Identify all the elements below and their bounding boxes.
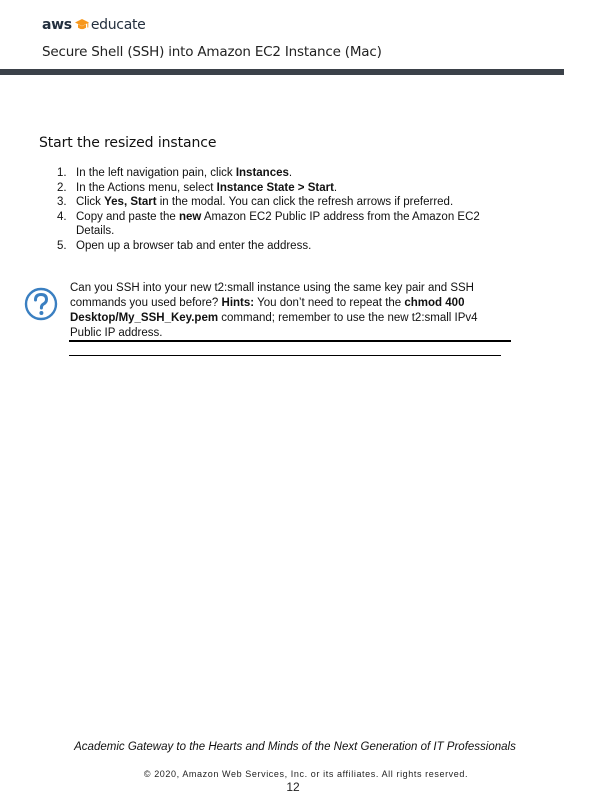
header-divider: [0, 69, 564, 75]
section-title: Start the resized instance: [39, 135, 217, 151]
question-mark-icon: [24, 287, 58, 321]
step-item: [50, 195, 510, 210]
step-text: In the Actions menu, select Instance State > Start.: [76, 181, 338, 194]
page-header-title: Secure Shell (SSH) into Amazon EC2 Instance (Mac): [42, 44, 382, 60]
step-text: Click Yes, Start in the modal. You can click the refresh arrows if preferred.: [76, 196, 454, 208]
step-item: [50, 181, 510, 196]
footer-copyright: © 2020, Amazon Web Services, Inc. or its affiliates. All rights reserved.: [143, 769, 469, 779]
answer-line: [69, 355, 501, 356]
step-text: Copy and paste the new Amazon EC2 Public IP address from the Amazon EC2 Details.: [76, 210, 480, 237]
step-text: In the left navigation pain, click Instances.: [76, 167, 293, 179]
footer-tagline: Academic Gateway to the Hearts and Minds of the Next Generation of IT Professionals: [74, 741, 516, 753]
graduation-cap-icon: [74, 18, 90, 32]
step-item: [50, 166, 510, 181]
logo-educate-text: educate: [90, 17, 146, 33]
step-number: 5.: [57, 239, 67, 252]
page-number: 12: [286, 780, 300, 794]
step-text: Open up a browser tab and enter the address.: [76, 239, 312, 252]
step-number: 2.: [57, 181, 67, 194]
logo-aws-text: aws: [42, 17, 72, 33]
steps-list: [50, 166, 510, 253]
step-number: 1.: [57, 167, 67, 179]
step-item: [50, 210, 510, 239]
step-item: [50, 239, 510, 254]
step-number: 4.: [57, 210, 67, 223]
answer-line: [69, 340, 511, 342]
step-number: 3.: [57, 196, 67, 208]
aws-educate-logo: [42, 16, 145, 34]
question-text: Can you SSH into your new t2:small instance using the same key pair and SSH commands you used before? Hints: You don’t need to repeat the chmod 400 Desktop/My_SSH_Key.pem command; remember to use the new t2:small IPv4 Public IP address.: [70, 282, 478, 339]
